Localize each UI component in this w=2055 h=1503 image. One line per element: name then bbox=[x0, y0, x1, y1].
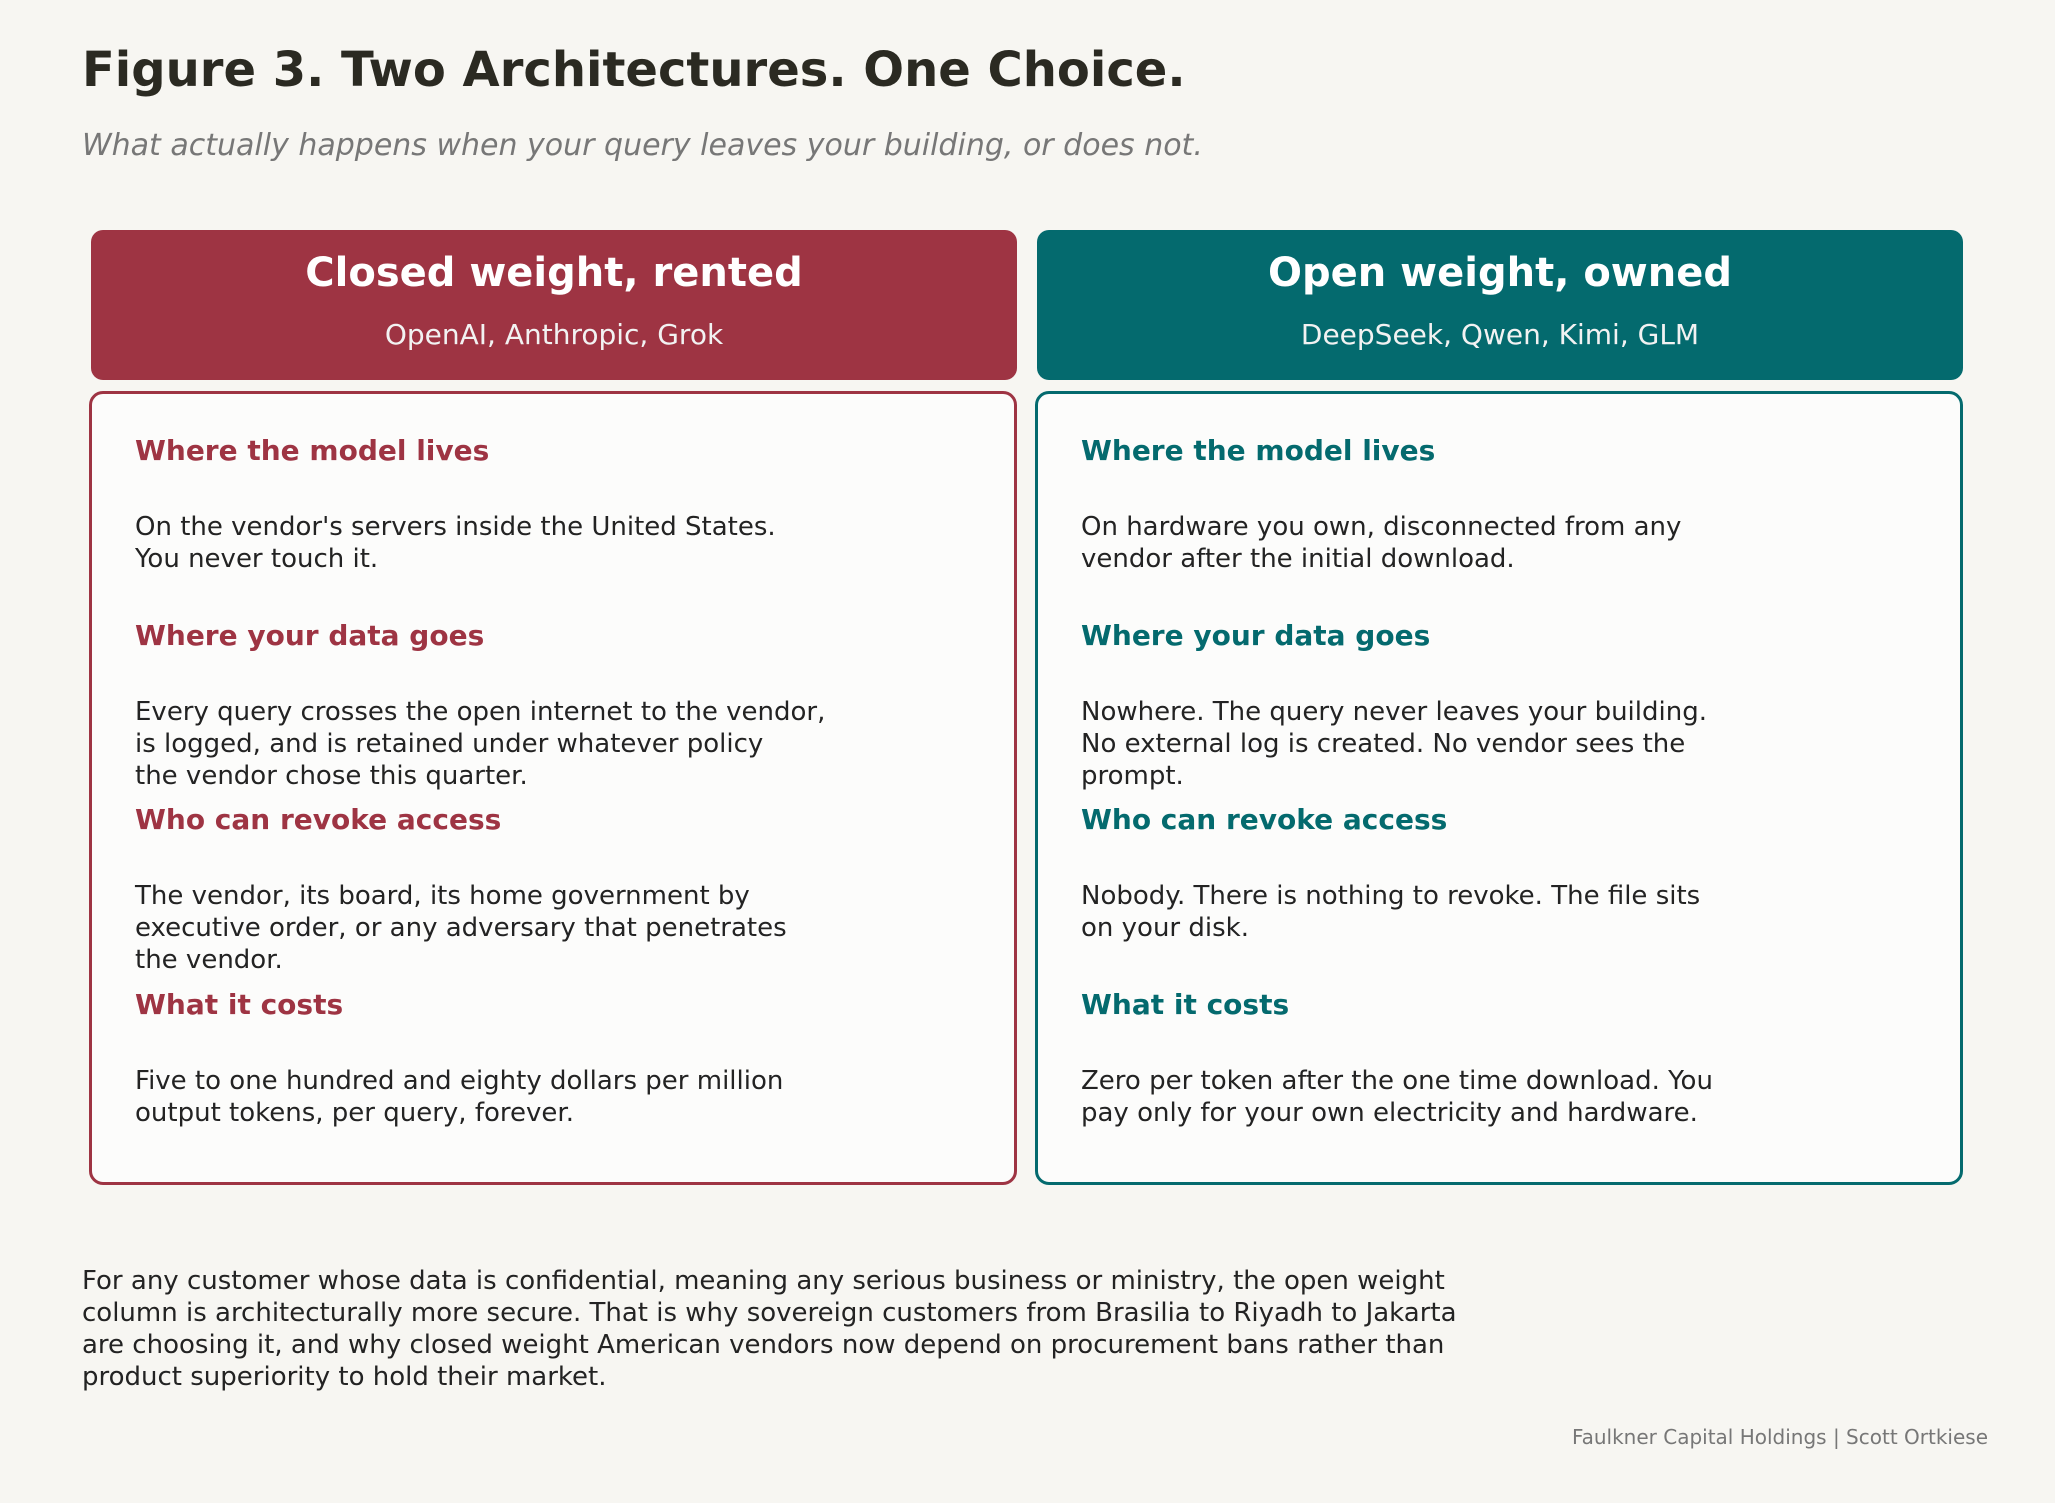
open-model-location-text: On hardware you own, disconnected from any vendor after the initial download. bbox=[1081, 512, 1682, 574]
closed-weight-panel bbox=[89, 391, 1017, 1185]
open-cost-text: Zero per token after the one time download. You pay only for your own electricity and hardware. bbox=[1081, 1066, 1713, 1128]
closed-cost-text: Five to one hundred and eighty dollars per million output tokens, per query, forever. bbox=[135, 1066, 784, 1128]
closed-revoke-access-text: The vendor, its board, its home government by executive order, or any adversary that penetrates the vendor. bbox=[135, 881, 787, 975]
open-weight-vendors: DeepSeek, Qwen, Kimi, GLM bbox=[1300, 318, 1700, 351]
closed-weight-vendors: OpenAI, Anthropic, Grok bbox=[384, 318, 724, 351]
conclusion-paragraph: For any customer whose data is confidential, meaning any serious business or ministry, the open weight column is architecturally more secure. That is why sovereign customers from Brasilia to Riyadh to Jakarta are choosing it, and why closed weight American vendors now depend on procurement bans rather than product superiority to hold their market. bbox=[82, 1266, 1457, 1392]
closed-model-location-heading: Where the model lives bbox=[135, 434, 490, 467]
closed-weight-header bbox=[91, 230, 1017, 380]
closed-data-destination-text: Every query crosses the open internet to the vendor, is logged, and is retained under whatever policy the vendor chose this quarter. bbox=[135, 697, 826, 791]
figure-title: Figure 3. Two Architectures. One Choice. bbox=[82, 42, 1186, 98]
open-cost-heading: What it costs bbox=[1081, 988, 1290, 1021]
open-revoke-access-heading: Who can revoke access bbox=[1081, 803, 1448, 836]
open-model-location-heading: Where the model lives bbox=[1081, 434, 1436, 467]
credit-line: Faulkner Capital Holdings | Scott Ortkiese bbox=[1571, 1425, 1988, 1449]
figure-subtitle: What actually happens when your query leaves your building, or does not. bbox=[82, 128, 1203, 163]
open-revoke-access-text: Nobody. There is nothing to revoke. The file sits on your disk. bbox=[1081, 881, 1701, 943]
open-data-destination-heading: Where your data goes bbox=[1081, 619, 1431, 652]
closed-data-destination-heading: Where your data goes bbox=[135, 619, 485, 652]
open-weight-panel bbox=[1035, 391, 1963, 1185]
open-weight-header bbox=[1037, 230, 1963, 380]
open-data-destination-text: Nowhere. The query never leaves your building. No external log is created. No vendor sees the prompt. bbox=[1081, 697, 1707, 791]
closed-cost-heading: What it costs bbox=[135, 988, 344, 1021]
closed-model-location-text: On the vendor's servers inside the United States. You never touch it. bbox=[135, 512, 776, 574]
closed-weight-title: Closed weight, rented bbox=[305, 250, 803, 296]
open-weight-title: Open weight, owned bbox=[1268, 250, 1732, 296]
closed-revoke-access-heading: Who can revoke access bbox=[135, 803, 502, 836]
